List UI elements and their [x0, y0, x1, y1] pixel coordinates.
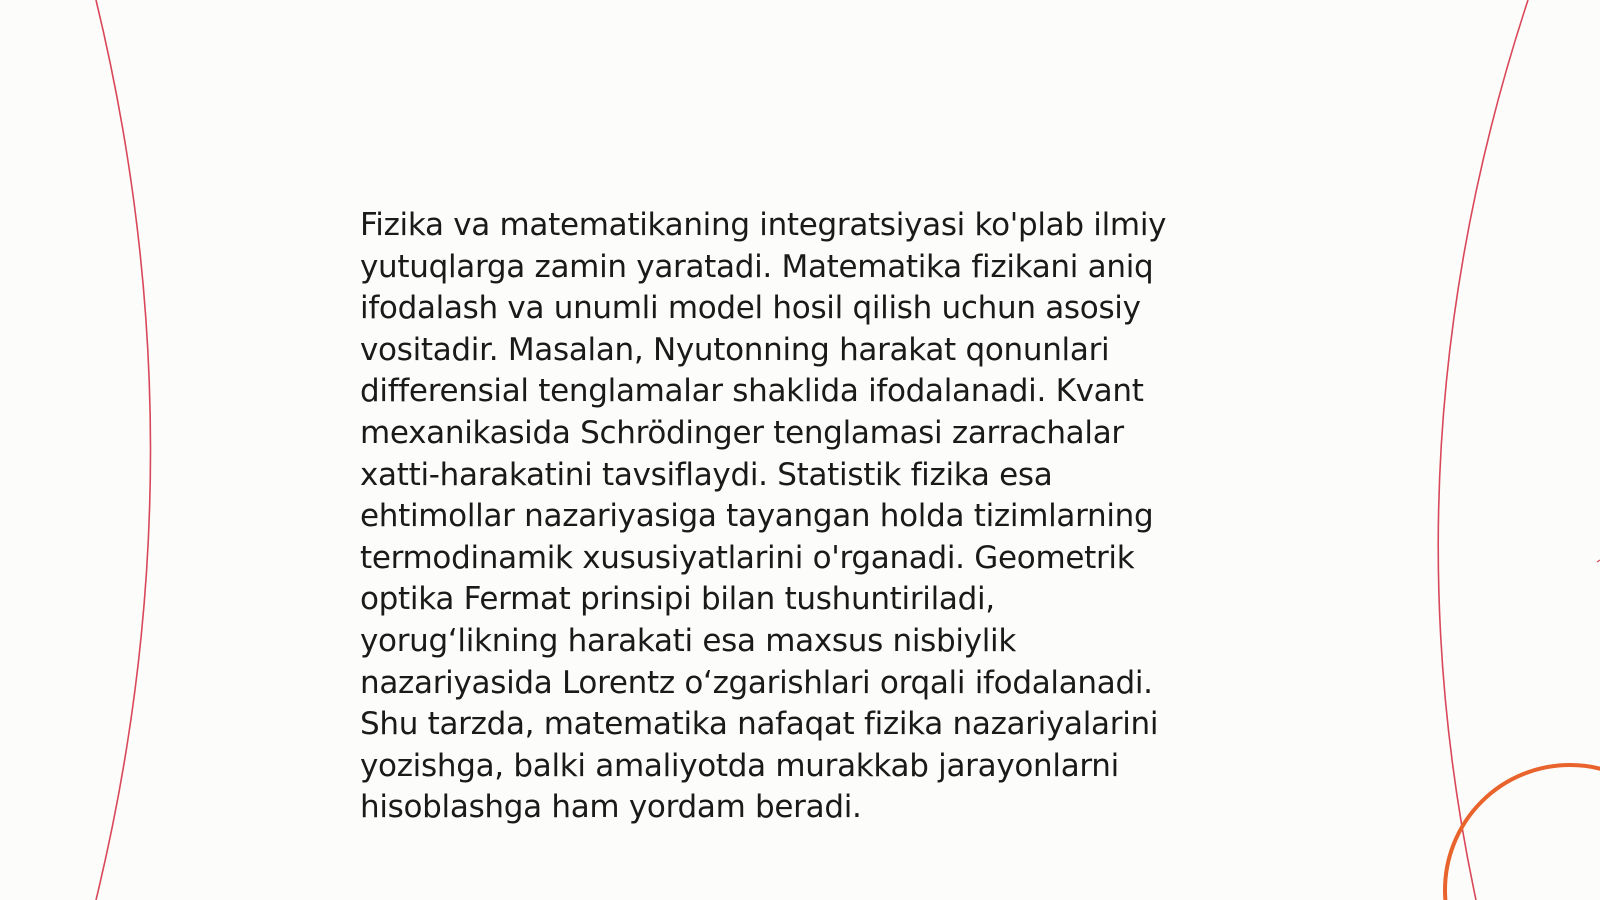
paragraph-line: hisoblashga ham yordam beradi.	[360, 789, 862, 826]
paragraph-line: yutuqlarga zamin yaratadi. Matematika fizikani aniq	[360, 248, 1154, 285]
right-curve-line	[1438, 0, 1528, 900]
paragraph-line: optika Fermat prinsipi bilan tushuntiriladi,	[360, 581, 995, 618]
body-paragraph	[360, 205, 1240, 829]
left-curve-line	[96, 0, 151, 900]
paragraph-line: mexanikasida Schrödinger tenglamasi zarrachalar	[360, 414, 1124, 451]
paragraph-line: yorug‘likning harakati esa maxsus nisbiylik	[360, 622, 1017, 659]
paragraph-line: ehtimollar nazariyasiga tayangan holda tizimlarning	[360, 498, 1154, 535]
paragraph-line: vositadir. Masalan, Nyutonning harakat qonunlari	[360, 331, 1110, 368]
orange-arc-circle	[1445, 765, 1600, 900]
paragraph-line: nazariyasida Lorentz o‘zgarishlari orqali ifodalanadi.	[360, 664, 1153, 701]
paragraph-line: ifodalash va unumli model hosil qilish uchun asosiy	[360, 290, 1141, 327]
paragraph-line: Shu tarzda, matematika nafaqat fizika nazariyalarini	[360, 706, 1159, 743]
paragraph-line: xatti-harakatini tavsiflaydi. Statistik fizika esa	[360, 456, 1053, 493]
paragraph-line: yozishga, balki amaliyotda murakkab jarayonlarni	[360, 747, 1119, 784]
paragraph-line: termodinamik xususiyatlarini o'rganadi. Geometrik	[360, 539, 1135, 576]
paragraph-line: differensial tenglamalar shaklida ifodalanadi. Kvant	[360, 373, 1144, 410]
paragraph-line: Fizika va matematikaning integratsiyasi ko'plab ilmiy	[360, 207, 1167, 243]
